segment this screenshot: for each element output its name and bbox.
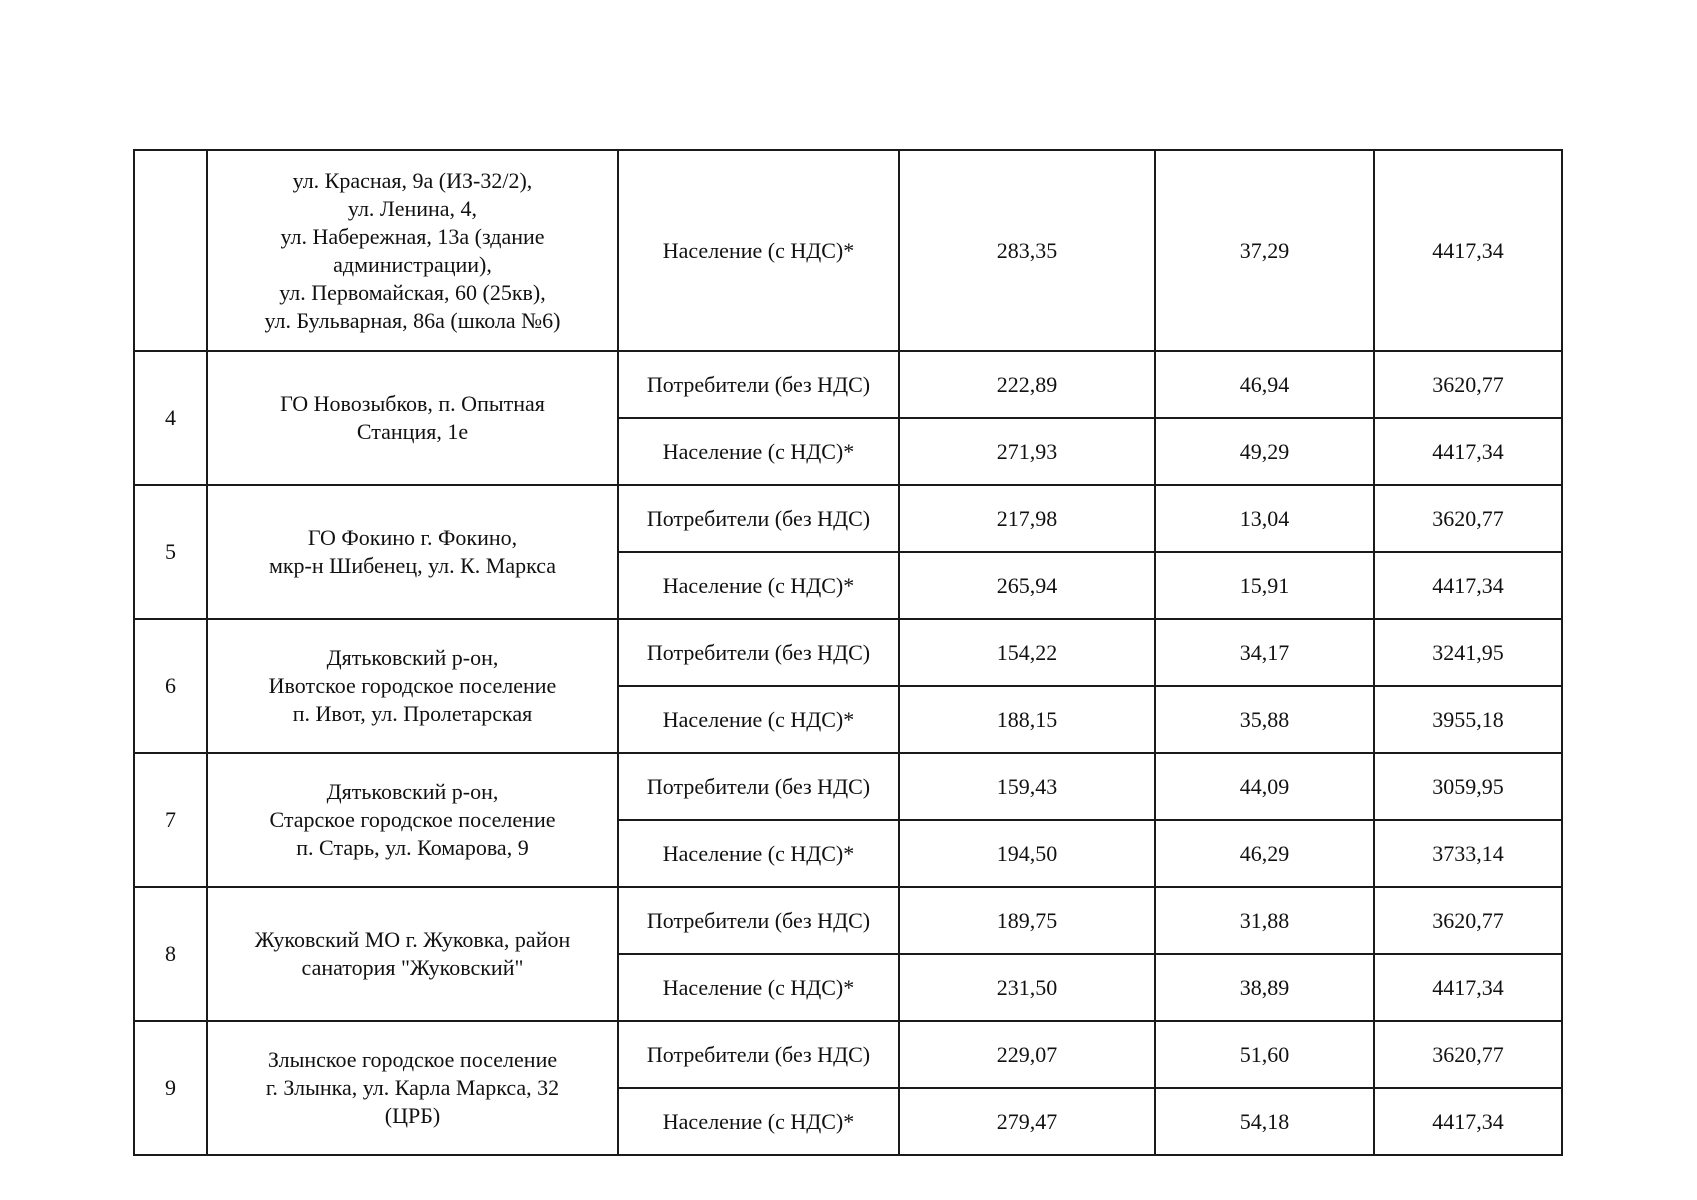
value-3-cell: 3620,77 [1374, 485, 1562, 552]
value-1-cell: 188,15 [899, 686, 1155, 753]
consumer-category-cell: Население (с НДС)* [618, 686, 899, 753]
value-1-cell: 154,22 [899, 619, 1155, 686]
consumer-category-cell: Население (с НДС)* [618, 552, 899, 619]
row-number-cell: 6 [134, 619, 207, 753]
value-2-cell: 34,17 [1155, 619, 1374, 686]
consumer-category-cell: Население (с НДС)* [618, 150, 899, 351]
value-1-cell: 194,50 [899, 820, 1155, 887]
value-2-cell: 54,18 [1155, 1088, 1374, 1155]
value-3-cell: 3059,95 [1374, 753, 1562, 820]
value-2-cell: 38,89 [1155, 954, 1374, 1021]
value-2-cell: 46,29 [1155, 820, 1374, 887]
address-line: п. Ивот, ул. Пролетарская [292, 701, 533, 726]
value-1-cell: 189,75 [899, 887, 1155, 954]
address-line: ул. Набережная, 13а (здание [280, 223, 545, 249]
value-1-cell: 222,89 [899, 351, 1155, 418]
address-line: Старское городское поселение [269, 807, 556, 832]
value-1-cell: 265,94 [899, 552, 1155, 619]
value-1-cell: 271,93 [899, 418, 1155, 485]
table-row [134, 619, 1562, 686]
value-2-cell: 37,29 [1155, 150, 1374, 351]
consumer-category-cell: Потребители (без НДС) [618, 351, 899, 418]
address-line: Дятьковский р-он, [326, 779, 499, 804]
consumer-category-cell: Население (с НДС)* [618, 1088, 899, 1155]
value-2-cell: 15,91 [1155, 552, 1374, 619]
value-2-cell: 49,29 [1155, 418, 1374, 485]
table-row [134, 753, 1562, 820]
value-1-cell: 159,43 [899, 753, 1155, 820]
address-line: (ЦРБ) [384, 1103, 441, 1128]
address-line: Ивотское городское поселение [268, 673, 557, 698]
consumer-category-cell: Потребители (без НДС) [618, 1021, 899, 1088]
value-1-cell: 229,07 [899, 1021, 1155, 1088]
value-3-cell: 3955,18 [1374, 686, 1562, 753]
row-number-cell [134, 150, 207, 351]
address-line: ул. Красная, 9а (ИЗ-32/2), [292, 167, 533, 193]
value-3-cell: 4417,34 [1374, 552, 1562, 619]
value-2-cell: 51,60 [1155, 1021, 1374, 1088]
value-2-cell: 13,04 [1155, 485, 1374, 552]
address-line: ул. Первомайская, 60 (25кв), [279, 279, 546, 305]
value-2-cell: 31,88 [1155, 887, 1374, 954]
address-cell [207, 619, 618, 753]
value-2-cell: 46,94 [1155, 351, 1374, 418]
address-line: Жуковский МО г. Жуковка, район [254, 927, 571, 952]
row-number-cell: 5 [134, 485, 207, 619]
value-1-cell: 283,35 [899, 150, 1155, 351]
address-line: администрации), [333, 251, 492, 277]
address-cell [207, 150, 618, 351]
address-line: ул. Ленина, 4, [347, 195, 478, 221]
consumer-category-cell: Население (с НДС)* [618, 954, 899, 1021]
consumer-category-cell: Потребители (без НДС) [618, 753, 899, 820]
value-3-cell: 3241,95 [1374, 619, 1562, 686]
address-cell [207, 753, 618, 887]
tariff-table [133, 149, 1563, 1156]
address-line: Злынское городское поселение [267, 1047, 558, 1072]
address-line: ГО Новозыбков, п. Опытная [280, 391, 545, 416]
address-line: мкр-н Шибенец, ул. К. Маркса [268, 553, 557, 578]
consumer-category-cell: Потребители (без НДС) [618, 887, 899, 954]
value-2-cell: 35,88 [1155, 686, 1374, 753]
address-line: ул. Бульварная, 86а (школа №6) [264, 307, 561, 333]
row-number-cell: 8 [134, 887, 207, 1021]
value-3-cell: 4417,34 [1374, 1088, 1562, 1155]
value-3-cell: 3620,77 [1374, 887, 1562, 954]
table-row [134, 485, 1562, 552]
consumer-category-cell: Потребители (без НДС) [618, 485, 899, 552]
address-line: п. Старь, ул. Комарова, 9 [296, 835, 529, 860]
address-line: Станция, 1е [356, 419, 469, 444]
value-3-cell: 3733,14 [1374, 820, 1562, 887]
table-row [134, 1021, 1562, 1088]
table-row [134, 887, 1562, 954]
address-cell [207, 485, 618, 619]
value-1-cell: 217,98 [899, 485, 1155, 552]
value-3-cell: 3620,77 [1374, 351, 1562, 418]
consumer-category-cell: Население (с НДС)* [618, 418, 899, 485]
value-2-cell: 44,09 [1155, 753, 1374, 820]
address-cell [207, 351, 618, 485]
value-3-cell: 3620,77 [1374, 1021, 1562, 1088]
value-3-cell: 4417,34 [1374, 954, 1562, 1021]
table-row [134, 351, 1562, 418]
tariff-table-body [134, 150, 1562, 1155]
address-line: ГО Фокино г. Фокино, [307, 525, 518, 550]
table-row [134, 150, 1562, 351]
value-3-cell: 4417,34 [1374, 150, 1562, 351]
consumer-category-cell: Потребители (без НДС) [618, 619, 899, 686]
value-3-cell: 4417,34 [1374, 418, 1562, 485]
address-cell [207, 887, 618, 1021]
consumer-category-cell: Население (с НДС)* [618, 820, 899, 887]
value-1-cell: 231,50 [899, 954, 1155, 1021]
address-cell [207, 1021, 618, 1155]
row-number-cell: 7 [134, 753, 207, 887]
address-line: Дятьковский р-он, [326, 645, 499, 670]
row-number-cell: 4 [134, 351, 207, 485]
address-line: санатория "Жуковский" [301, 955, 524, 980]
value-1-cell: 279,47 [899, 1088, 1155, 1155]
address-line: г. Злынка, ул. Карла Маркса, 32 [265, 1075, 560, 1100]
row-number-cell: 9 [134, 1021, 207, 1155]
